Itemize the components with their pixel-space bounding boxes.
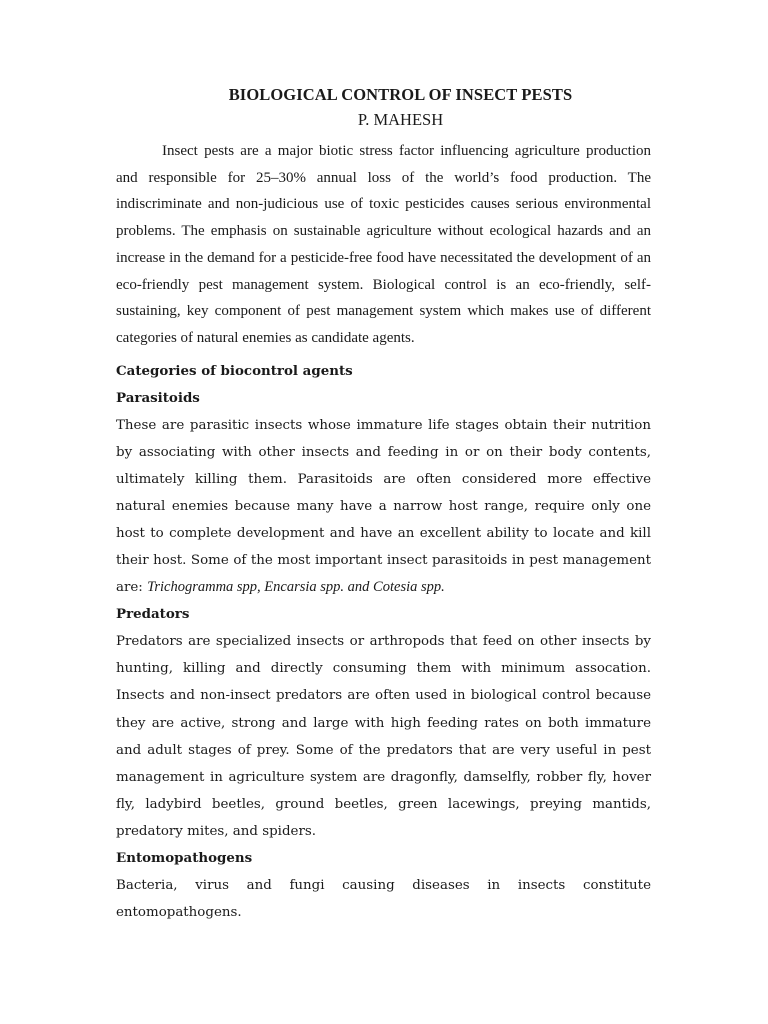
heading-predators: Predators (116, 606, 190, 623)
parasitoids-species: Trichogramma spp, Encarsia spp. and Cotesia spp. (147, 579, 445, 596)
section-heading-categories: Categories of biocontrol agents (116, 362, 353, 379)
document-author: P. MAHESH (357, 110, 444, 129)
document-title: BIOLOGICAL CONTROL OF INSECT PESTS (228, 85, 573, 104)
heading-parasitoids: Parasitoids (116, 389, 200, 406)
heading-entomopathogens: Entomopathogens (116, 850, 253, 867)
document-page (116, 84, 651, 926)
parasitoids-text: These are parasitic insects whose immature life stages obtain their nutrition by associating with other insects and feeding in or on their body contents, ultimately killing them. Parasitoids are often considered more effective natural enemies because many have a narrow host range, require only one host to complete development and have an excellent ability to locate and kill their host. Some of the most important insect parasitoids in pest management are: (116, 417, 651, 596)
entomopathogens-paragraph: Bacteria, virus and fungi causing diseases in insects constitute entomopathogens. (116, 878, 651, 921)
intro-paragraph: Insect pests are a major biotic stress factor influencing agriculture production and responsible for 25–30% annual loss of the world’s food production. The indiscriminate and non-judicious use of toxic pesticides causes serious environmental problems. The emphasis on sustainable agriculture without ecological hazards and an increase in the demand for a pesticide-free food have necessitated the development of an eco-friendly pest management system. Biological control is an eco-friendly, self-sustaining, key component of pest management system which makes use of different categories of natural enemies as candidate agents. (116, 143, 651, 346)
parasitoids-paragraph (116, 412, 651, 602)
predators-paragraph: Predators are specialized insects or arthropods that feed on other insects by hunting, killing and directly consuming them with minimum assocation. Insects and non-insect predators are often used in biological control because they are active, strong and large with high feeding rates on both immature and adult stages of prey. Some of the predators that are very useful in pest management in agriculture system are dragonfly, damselfly, robber fly, hover fly, ladybird beetles, ground beetles, green lacewings, preying mantids, predatory mites, and spiders. (116, 634, 651, 839)
